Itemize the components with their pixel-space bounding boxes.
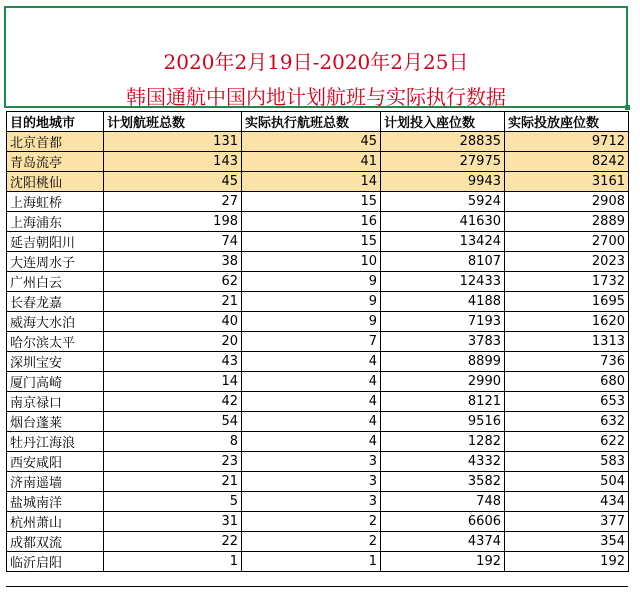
cell-actual-seats[interactable]: 736	[505, 352, 629, 372]
cell-actual-seats[interactable]: 583	[505, 452, 629, 472]
cell-city[interactable]: 深圳宝安	[7, 352, 104, 372]
title-box[interactable]	[4, 6, 628, 108]
cell-planned-seats[interactable]: 6606	[381, 512, 505, 532]
next-row-partial	[6, 586, 628, 592]
table-row	[7, 472, 629, 492]
cell-actual-flights[interactable]: 3	[242, 452, 381, 472]
cell-planned-flights[interactable]: 14	[104, 372, 242, 392]
cell-city[interactable]: 青岛流亭	[7, 152, 104, 172]
cell-actual-flights[interactable]: 9	[242, 312, 381, 332]
cell-planned-flights[interactable]: 198	[104, 212, 242, 232]
cell-planned-flights[interactable]: 43	[104, 352, 242, 372]
table-row	[7, 172, 629, 192]
cell-planned-flights[interactable]: 21	[104, 472, 242, 492]
cell-actual-seats[interactable]: 680	[505, 372, 629, 392]
cell-city[interactable]: 大连周水子	[7, 252, 104, 272]
cell-city[interactable]: 延吉朝阳川	[7, 232, 104, 252]
cell-actual-flights[interactable]: 4	[242, 372, 381, 392]
cell-actual-flights[interactable]: 7	[242, 332, 381, 352]
table-row	[7, 272, 629, 292]
cell-city[interactable]: 沈阳桃仙	[7, 172, 104, 192]
cell-planned-seats[interactable]: 5924	[381, 192, 505, 212]
cell-actual-flights[interactable]: 1	[242, 552, 381, 572]
cell-planned-seats[interactable]: 13424	[381, 232, 505, 252]
table-row	[7, 552, 629, 572]
cell-actual-flights[interactable]: 10	[242, 252, 381, 272]
cell-actual-flights[interactable]: 3	[242, 492, 381, 512]
cell-planned-seats[interactable]: 192	[381, 552, 505, 572]
cell-actual-flights[interactable]: 2	[242, 532, 381, 552]
table-row	[7, 292, 629, 312]
cell-city[interactable]: 盐城南洋	[7, 492, 104, 512]
cell-city[interactable]: 长春龙嘉	[7, 292, 104, 312]
cell-actual-flights[interactable]: 41	[242, 152, 381, 172]
cell-actual-flights[interactable]: 16	[242, 212, 381, 232]
cell-actual-seats[interactable]: 377	[505, 512, 629, 532]
cell-planned-flights[interactable]: 38	[104, 252, 242, 272]
cell-planned-seats[interactable]: 4332	[381, 452, 505, 472]
cell-actual-flights[interactable]: 9	[242, 292, 381, 312]
table-row	[7, 532, 629, 552]
cell-city[interactable]: 上海虹桥	[7, 192, 104, 212]
table-row	[7, 332, 629, 352]
cell-actual-seats[interactable]: 1313	[505, 332, 629, 352]
cell-planned-flights[interactable]: 45	[104, 172, 242, 192]
cell-actual-flights[interactable]: 4	[242, 412, 381, 432]
cell-actual-seats[interactable]: 192	[505, 552, 629, 572]
table-row	[7, 252, 629, 272]
cell-planned-flights[interactable]: 131	[104, 132, 242, 152]
table-row	[7, 452, 629, 472]
header-row	[7, 112, 629, 132]
table-row	[7, 492, 629, 512]
cell-planned-seats[interactable]: 9516	[381, 412, 505, 432]
cell-actual-seats[interactable]: 653	[505, 392, 629, 412]
cell-planned-seats[interactable]: 3582	[381, 472, 505, 492]
table-row	[7, 152, 629, 172]
cell-actual-flights[interactable]: 9	[242, 272, 381, 292]
table-row	[7, 372, 629, 392]
cell-planned-flights[interactable]: 31	[104, 512, 242, 532]
cell-actual-seats[interactable]: 2889	[505, 212, 629, 232]
cell-actual-seats[interactable]: 2908	[505, 192, 629, 212]
cell-city[interactable]: 上海浦东	[7, 212, 104, 232]
cell-planned-seats[interactable]: 4188	[381, 292, 505, 312]
cell-city[interactable]: 烟台蓬莱	[7, 412, 104, 432]
cell-city[interactable]: 临沂启阳	[7, 552, 104, 572]
cell-actual-flights[interactable]: 2	[242, 512, 381, 532]
header-planned-seats[interactable]: 计划投入座位数	[381, 112, 505, 132]
cell-city[interactable]: 厦门高崎	[7, 372, 104, 392]
cell-planned-flights[interactable]: 1	[104, 552, 242, 572]
data-table	[6, 111, 629, 572]
cell-actual-seats[interactable]: 2700	[505, 232, 629, 252]
cell-planned-flights[interactable]: 8	[104, 432, 242, 452]
cell-actual-seats[interactable]: 632	[505, 412, 629, 432]
table-row	[7, 132, 629, 152]
cell-actual-seats[interactable]: 3161	[505, 172, 629, 192]
cell-city[interactable]: 广州白云	[7, 272, 104, 292]
table-row	[7, 412, 629, 432]
table-row	[7, 512, 629, 532]
cell-planned-flights[interactable]: 42	[104, 392, 242, 412]
cell-actual-seats[interactable]: 1620	[505, 312, 629, 332]
table-row	[7, 432, 629, 452]
cell-actual-seats[interactable]: 622	[505, 432, 629, 452]
cell-planned-flights[interactable]: 20	[104, 332, 242, 352]
cell-city[interactable]: 西安咸阳	[7, 452, 104, 472]
cell-planned-seats[interactable]: 4374	[381, 532, 505, 552]
table-row	[7, 232, 629, 252]
cell-planned-flights[interactable]: 74	[104, 232, 242, 252]
cell-planned-seats[interactable]: 27975	[381, 152, 505, 172]
cell-planned-flights[interactable]: 54	[104, 412, 242, 432]
cell-planned-flights[interactable]: 62	[104, 272, 242, 292]
cell-actual-seats[interactable]: 354	[505, 532, 629, 552]
cell-planned-seats[interactable]: 8899	[381, 352, 505, 372]
cell-planned-seats[interactable]: 7193	[381, 312, 505, 332]
cell-city[interactable]: 南京禄口	[7, 392, 104, 412]
cell-actual-seats[interactable]: 2023	[505, 252, 629, 272]
cell-planned-seats[interactable]: 9943	[381, 172, 505, 192]
cell-planned-seats[interactable]: 28835	[381, 132, 505, 152]
table-row	[7, 312, 629, 332]
cell-actual-seats[interactable]: 9712	[505, 132, 629, 152]
cell-actual-flights[interactable]: 4	[242, 392, 381, 412]
cell-city[interactable]: 成都双流	[7, 532, 104, 552]
header-actual-seats[interactable]: 实际投放座位数	[505, 112, 629, 132]
cell-actual-seats[interactable]: 1695	[505, 292, 629, 312]
cell-planned-seats[interactable]: 2990	[381, 372, 505, 392]
cell-actual-flights[interactable]: 3	[242, 472, 381, 492]
cell-city[interactable]: 威海大水泊	[7, 312, 104, 332]
cell-actual-seats[interactable]: 504	[505, 472, 629, 492]
table-row	[7, 352, 629, 372]
cell-planned-seats[interactable]: 3783	[381, 332, 505, 352]
cell-planned-seats[interactable]: 1282	[381, 432, 505, 452]
cell-planned-seats[interactable]: 748	[381, 492, 505, 512]
cell-planned-seats[interactable]: 41630	[381, 212, 505, 232]
cell-planned-seats[interactable]: 8121	[381, 392, 505, 412]
header-actual-flights[interactable]: 实际执行航班总数	[242, 112, 381, 132]
table-row	[7, 212, 629, 232]
cell-city[interactable]: 牡丹江海浪	[7, 432, 104, 452]
cell-actual-flights[interactable]: 4	[242, 432, 381, 452]
cell-city[interactable]: 济南遥墙	[7, 472, 104, 492]
cell-actual-seats[interactable]: 434	[505, 492, 629, 512]
header-city[interactable]: 目的地城市	[7, 112, 104, 132]
title-line-2: 韩国通航中国内地计划航班与实际执行数据	[126, 85, 506, 109]
cell-actual-flights[interactable]: 45	[242, 132, 381, 152]
cell-actual-flights[interactable]: 15	[242, 192, 381, 212]
table-row	[7, 192, 629, 212]
cell-city[interactable]: 哈尔滨太平	[7, 332, 104, 352]
table-row	[7, 392, 629, 412]
cell-actual-seats[interactable]: 1732	[505, 272, 629, 292]
cell-planned-flights[interactable]: 143	[104, 152, 242, 172]
cell-actual-flights[interactable]: 4	[242, 352, 381, 372]
resize-handle[interactable]	[625, 105, 630, 110]
cell-city[interactable]: 北京首都	[7, 132, 104, 152]
cell-city[interactable]: 杭州萧山	[7, 512, 104, 532]
cell-actual-seats[interactable]: 8242	[505, 152, 629, 172]
cell-planned-seats[interactable]: 8107	[381, 252, 505, 272]
header-planned-flights[interactable]: 计划航班总数	[104, 112, 242, 132]
cell-planned-flights[interactable]: 21	[104, 292, 242, 312]
cell-actual-flights[interactable]: 14	[242, 172, 381, 192]
title-line-1: 2020年2月19日-2020年2月25日	[163, 50, 469, 74]
cell-planned-flights[interactable]: 23	[104, 452, 242, 472]
cell-actual-flights[interactable]: 15	[242, 232, 381, 252]
cell-planned-seats[interactable]: 12433	[381, 272, 505, 292]
cell-planned-flights[interactable]: 40	[104, 312, 242, 332]
cell-planned-flights[interactable]: 22	[104, 532, 242, 552]
cell-planned-flights[interactable]: 5	[104, 492, 242, 512]
cell-planned-flights[interactable]: 27	[104, 192, 242, 212]
